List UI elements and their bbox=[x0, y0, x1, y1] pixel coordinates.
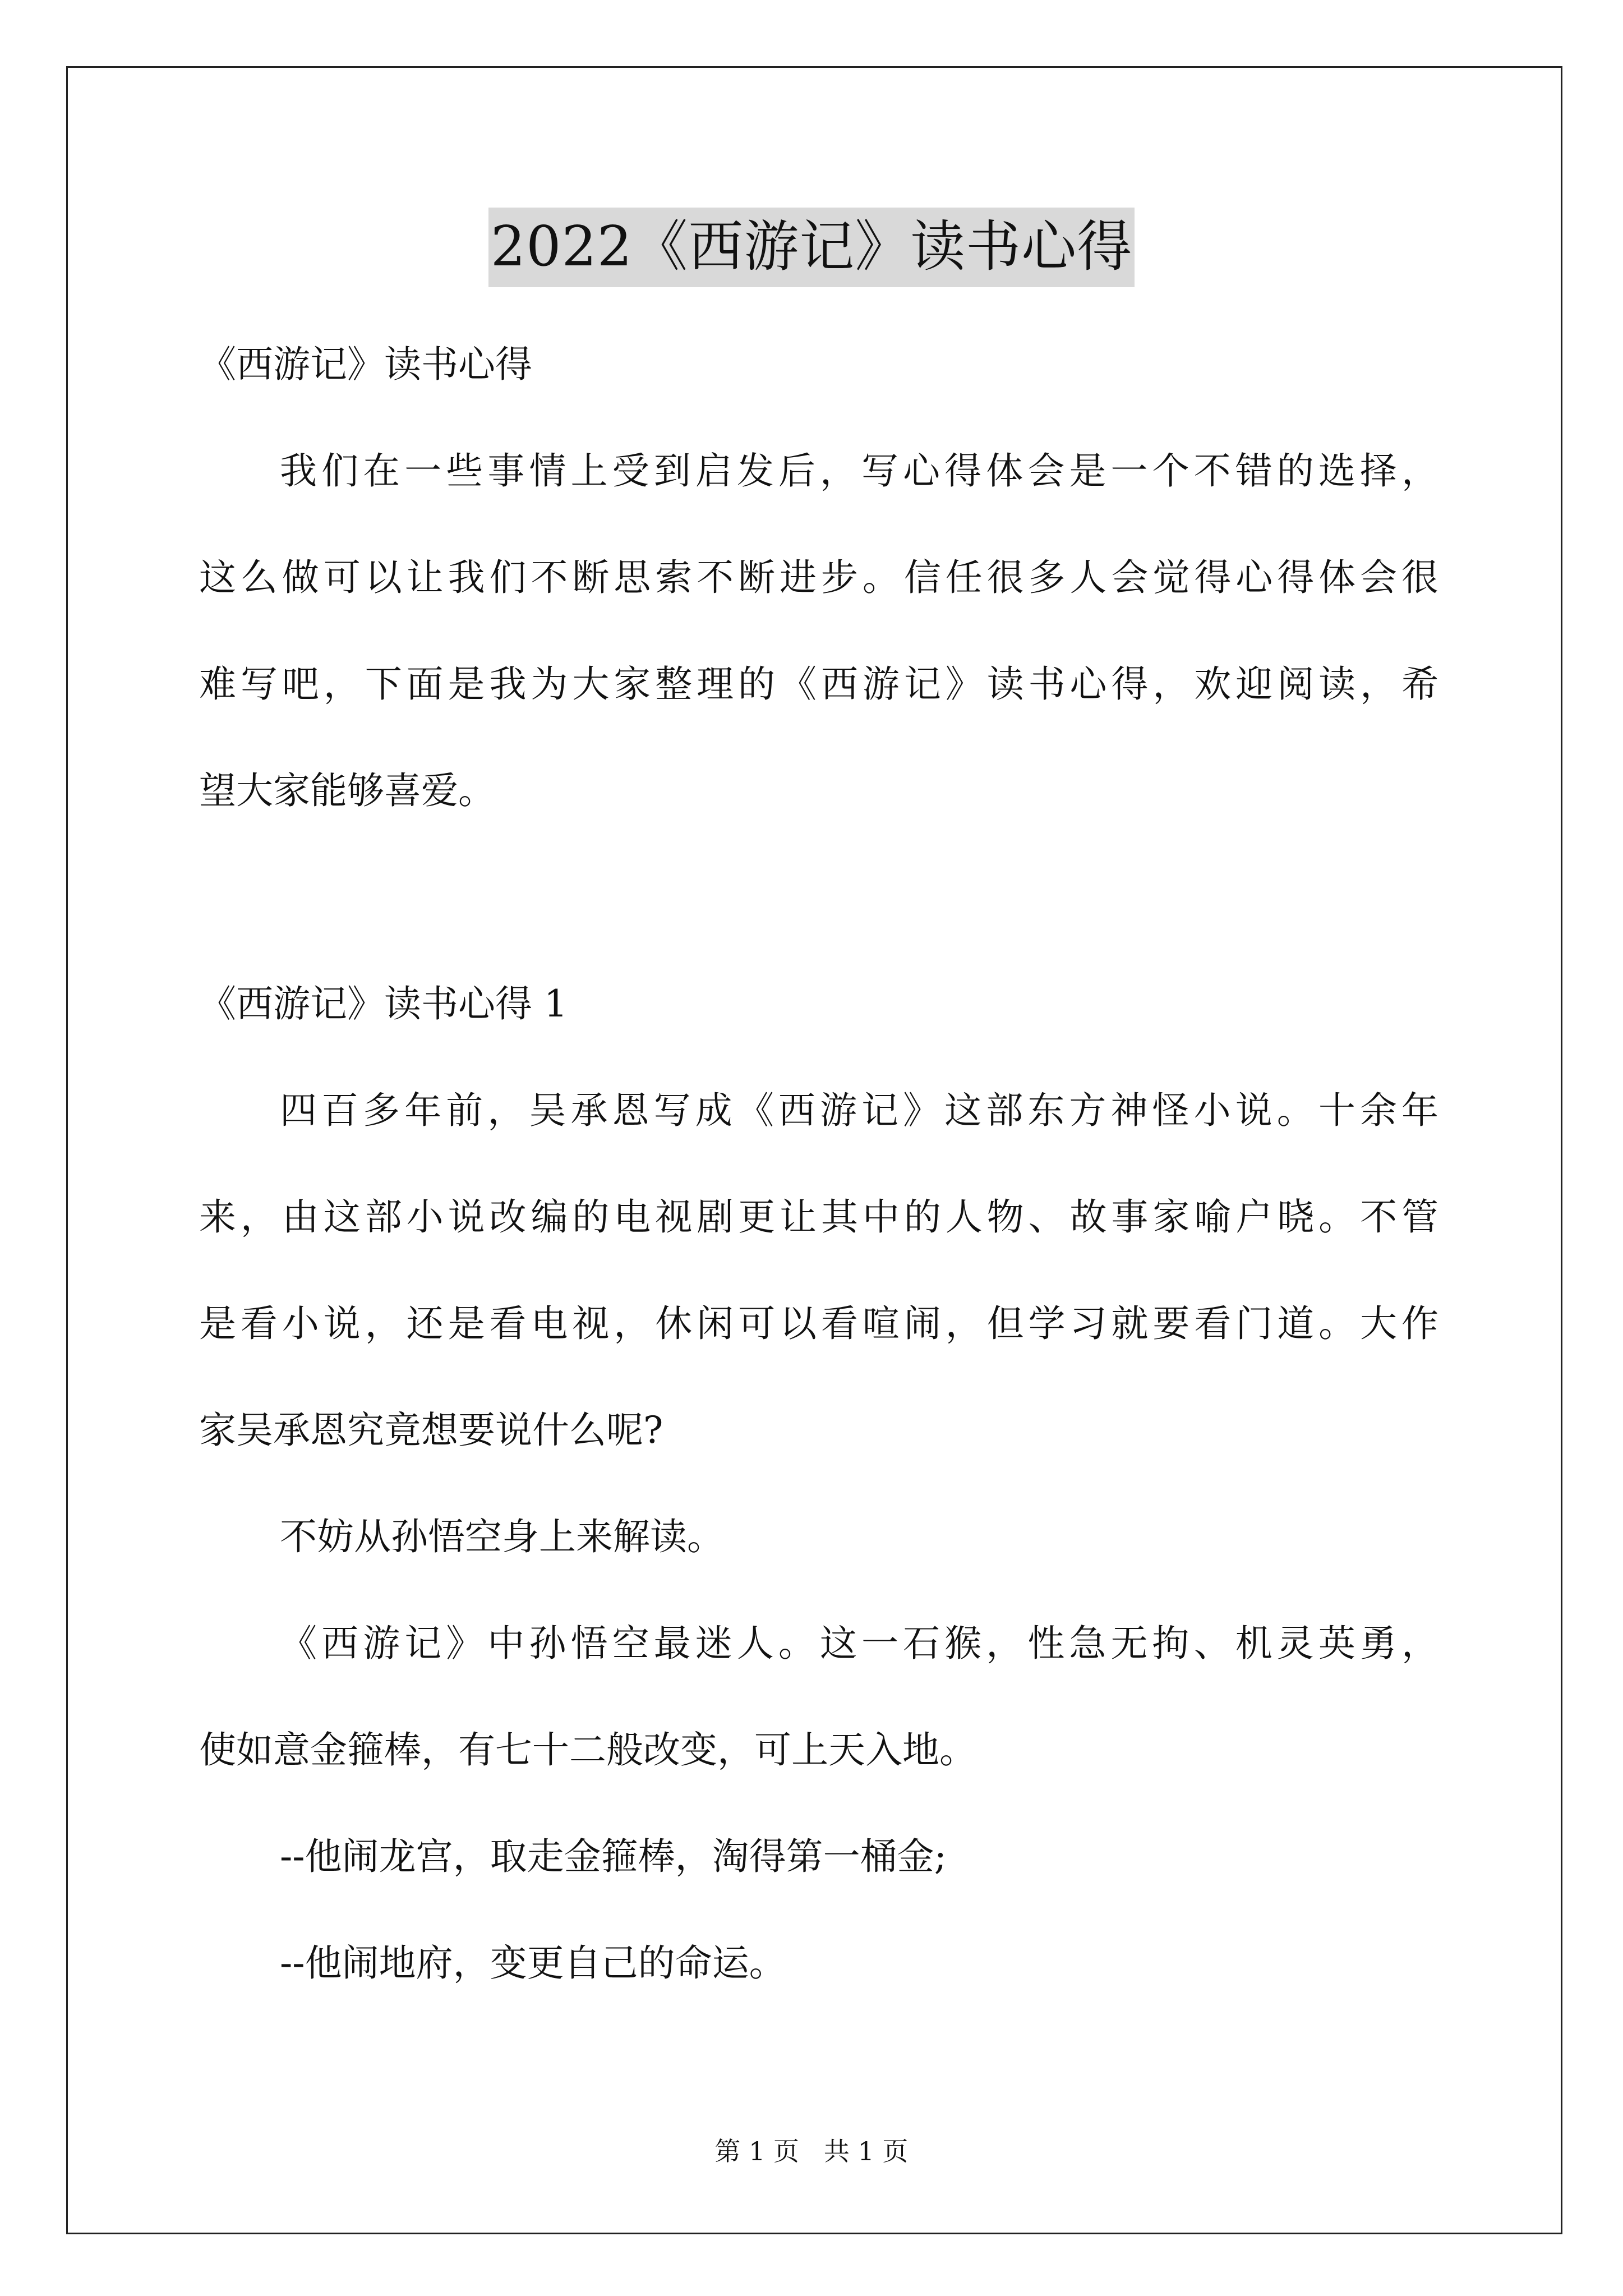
text-line: 不妨从孙悟空身上来解读。 bbox=[280, 1515, 724, 1558]
text-line: 四百多年前，吴承恩写成《西游记》这部东方神怪小说。十余年 bbox=[280, 1089, 1438, 1132]
text-line: --他闹龙宫，取走金箍棒，淘得第一桶金; bbox=[280, 1835, 947, 1878]
text-line: 《西游记》中孙悟空最迷人。这一石猴，性急无拘、机灵英勇， bbox=[280, 1622, 1438, 1665]
section-heading: 《西游记》读书心得 1 bbox=[199, 982, 568, 1025]
title-container bbox=[0, 208, 1623, 287]
text-line: 难写吧，下面是我为大家整理的《西游记》读书心得，欢迎阅读，希 bbox=[199, 662, 1438, 706]
section-heading: 《西游记》读书心得 bbox=[199, 343, 532, 386]
text-line: 我们在一些事情上受到启发后，写心得体会是一个不错的选择， bbox=[280, 449, 1438, 493]
text-line: 这么做可以让我们不断思索不断进步。信任很多人会觉得心得体会很 bbox=[199, 556, 1438, 599]
page-footer: 第 1 页 共 1 页 bbox=[714, 2136, 909, 2166]
text-line: 使如意金箍棒，有七十二般改变，可上天入地。 bbox=[199, 1728, 976, 1772]
paragraph-gap bbox=[199, 844, 1438, 951]
text-line: 家吴承恩究竟想要说什么呢? bbox=[199, 1409, 663, 1452]
document-body bbox=[199, 311, 1438, 2017]
text-line: 来，由这部小说改编的电视剧更让其中的人物、故事家喻户晓。不管 bbox=[199, 1195, 1438, 1239]
text-line: --他闹地府，变更自己的命运。 bbox=[280, 1941, 786, 1985]
text-line: 是看小说，还是看电视，休闲可以看喧闹，但学习就要看门道。大作 bbox=[199, 1302, 1438, 1345]
document-title: 2022《西游记》读书心得 bbox=[488, 208, 1135, 287]
text-line: 望大家能够喜爱。 bbox=[199, 769, 495, 812]
